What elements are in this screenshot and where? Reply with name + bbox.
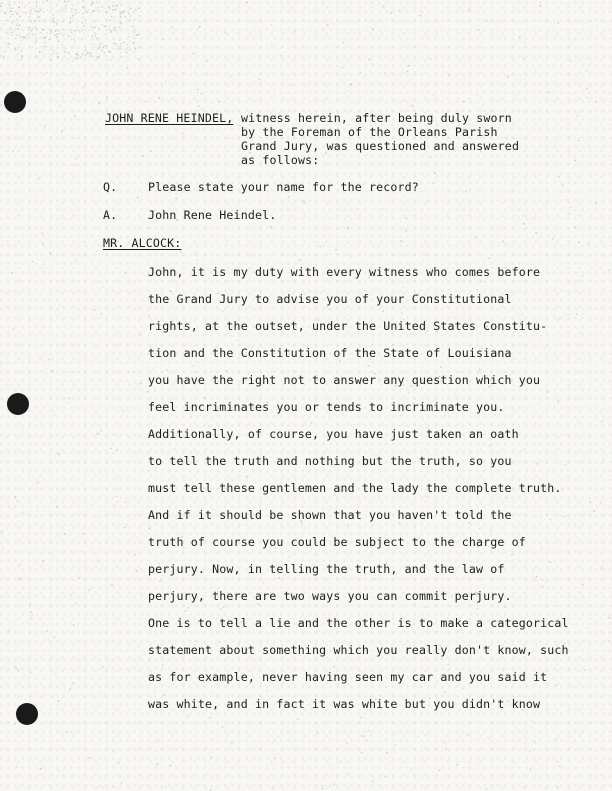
body-line: perjury. Now, in telling the truth, and the law of bbox=[148, 562, 505, 576]
body-line: the Grand Jury to advise you of your Constitutional bbox=[148, 292, 512, 306]
body-line: was white, and in fact it was white but you didn't know bbox=[148, 697, 541, 711]
speaker-label: MR. ALCOCK: bbox=[103, 236, 182, 250]
body-line: you have the right not to answer any question which you bbox=[148, 373, 541, 387]
answer-text: John Rene Heindel. bbox=[148, 208, 277, 222]
answer-marker: A. bbox=[103, 208, 118, 222]
intro-line: as follows: bbox=[241, 153, 320, 167]
intro-line: Grand Jury, was questioned and answered bbox=[241, 139, 520, 153]
body-line: And if it should be shown that you haven't told the bbox=[148, 508, 512, 522]
question-text: Please state your name for the record? bbox=[148, 180, 419, 194]
body-line: tion and the Constitution of the State of Louisiana bbox=[148, 346, 512, 360]
body-line: truth of course you could be subject to the charge of bbox=[148, 535, 526, 549]
punch-hole-middle bbox=[7, 393, 29, 415]
punch-hole-bottom bbox=[16, 703, 38, 725]
body-line: to tell the truth and nothing but the truth, so you bbox=[148, 454, 512, 468]
body-line: statement about something which you really don't know, such bbox=[148, 643, 569, 657]
body-line: rights, at the outset, under the United States Constitu- bbox=[148, 319, 548, 333]
body-line: One is to tell a lie and the other is to make a categorical bbox=[148, 616, 569, 630]
intro-line: witness herein, after being duly sworn bbox=[241, 111, 512, 125]
body-line: Additionally, of course, you have just taken an oath bbox=[148, 427, 519, 441]
intro-line: by the Foreman of the Orleans Parish bbox=[241, 125, 498, 139]
punch-hole-top bbox=[4, 91, 26, 113]
question-marker: Q. bbox=[103, 180, 118, 194]
body-line: feel incriminates you or tends to incriminate you. bbox=[148, 400, 505, 414]
body-line: John, it is my duty with every witness who comes before bbox=[148, 265, 541, 279]
body-line: must tell these gentlemen and the lady the complete truth. bbox=[148, 481, 562, 495]
body-line: as for example, never having seen my car and you said it bbox=[148, 670, 548, 684]
body-line: perjury, there are two ways you can commit perjury. bbox=[148, 589, 512, 603]
witness-name: JOHN RENE HEINDEL, bbox=[105, 111, 234, 125]
